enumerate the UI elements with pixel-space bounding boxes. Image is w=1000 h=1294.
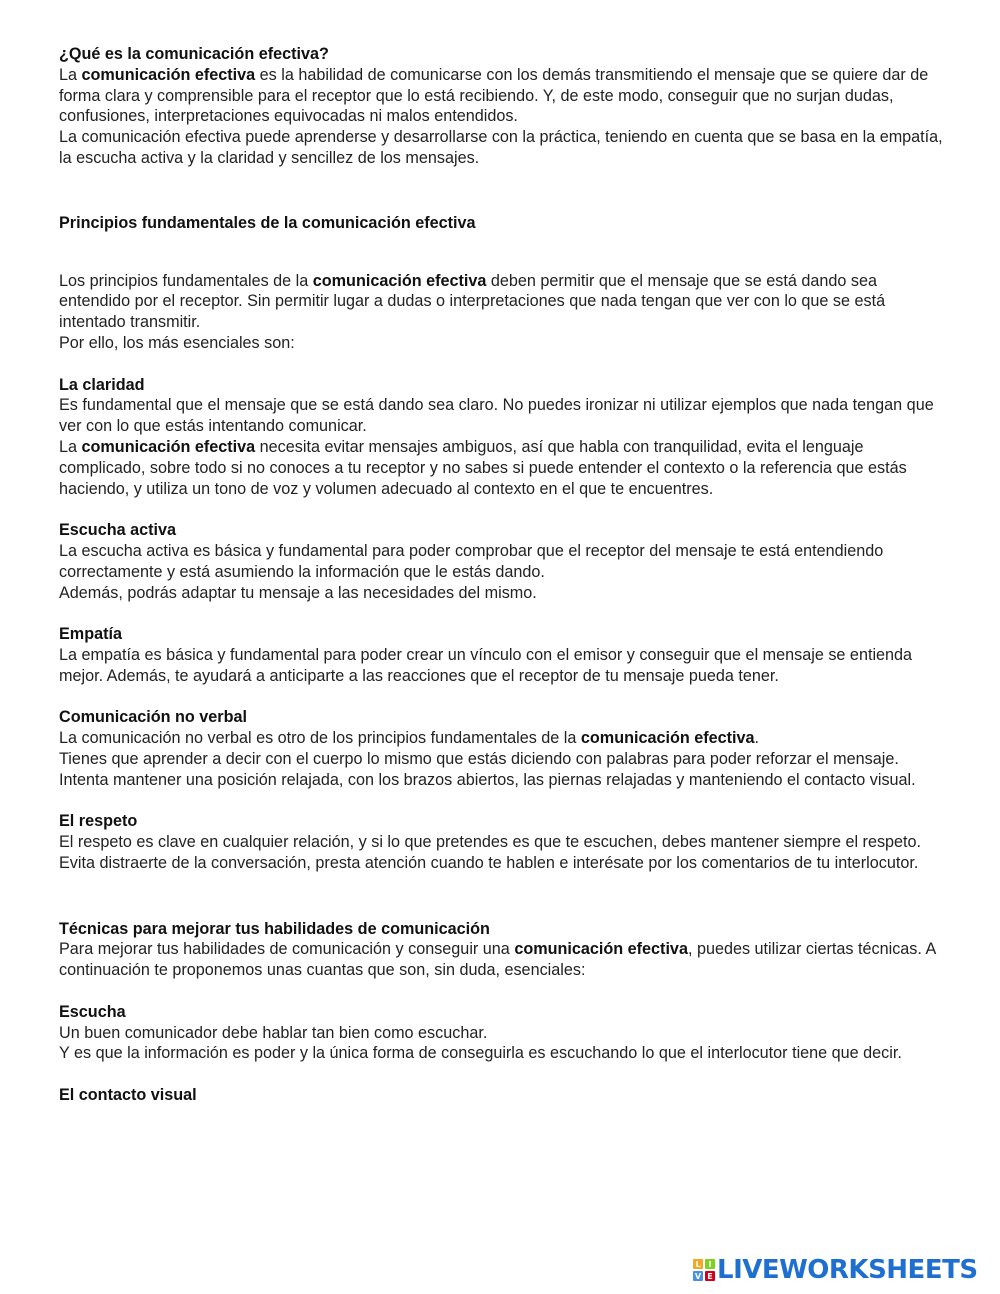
text: . — [754, 729, 760, 748]
paragraph — [59, 437, 949, 499]
section-heading: ¿Qué es la comunicación efectiva? — [59, 45, 329, 63]
paragraph: Es fundamental que el mensaje que se está dando sea claro. No puedes ironizar ni utilizar ejemplos que nada tengan que ver con lo que estás intentando comunicar. — [59, 396, 934, 436]
document-body — [59, 44, 949, 1106]
text: Los principios fundamentales de la — [59, 271, 313, 290]
bold-term: comunicación efectiva — [580, 729, 755, 748]
paragraph: Intenta mantener una posición relajada, con los brazos abiertos, las piernas relajadas y manteniendo el contacto visual. — [59, 770, 916, 789]
logo-tile: L — [693, 1259, 703, 1269]
paragraph — [59, 728, 949, 749]
text: , puedes utilizar ciertas técnicas. A continuación te proponemos unas cuantas que son, sin duda, esenciales: — [59, 940, 936, 980]
paragraph — [59, 65, 949, 127]
bold-term: comunicación efectiva — [514, 940, 688, 959]
paragraph: La comunicación efectiva puede aprenderse y desarrollarse con la práctica, teniendo en cuenta que se basa en la empatía, la escucha activa y la claridad y sencillez de los mensajes. — [59, 128, 943, 167]
section-heading: Técnicas para mejorar tus habilidades de comunicación — [59, 919, 490, 938]
logo-tile: I — [705, 1259, 715, 1269]
text: necesita evitar mensajes ambiguos, así que habla con tranquilidad, evita el lenguaje complicado, sobre todo si no conoces a tu receptor y no sabes si puede entender el contexto o la referencia que estás haciendo, y utiliza un tono de voz y volumen adecuado al contexto en el que te encuentres. — [59, 437, 907, 498]
paragraph: El respeto es clave en cualquier relación, y si lo que pretendes es que te escuchen, debes mantener siempre el respeto. Evita distraerte de la conversación, presta atención cuando te hablen e interésate por los comentarios de tu interlocutor. — [59, 833, 922, 872]
paragraph — [59, 939, 949, 981]
logo-tile: V — [694, 1271, 702, 1281]
paragraph: Además, podrás adaptar tu mensaje a las necesidades del mismo. — [59, 583, 537, 602]
logo-text: LIVEWORKSHEETS — [717, 1255, 978, 1285]
logo-tile: E — [705, 1271, 715, 1281]
text: Para mejorar tus habilidades de comunicación y conseguir una — [59, 940, 515, 959]
paragraph: Un buen comunicador debe hablar tan bien como escuchar. — [59, 1023, 488, 1042]
bold-term: comunicación efectiva — [81, 437, 256, 456]
paragraph: Por ello, los más esenciales son: — [59, 333, 295, 352]
paragraph: Tienes que aprender a decir con el cuerpo lo mismo que estás diciendo con palabras para poder reforzar el mensaje. — [59, 749, 899, 768]
subsection-heading: Escucha activa — [59, 521, 176, 540]
subsection-heading: Escucha — [59, 1002, 126, 1021]
paragraph: Y es que la información es poder y la única forma de conseguirla es escuchando lo que el interlocutor tiene que decir. — [59, 1044, 902, 1063]
text: La — [59, 437, 82, 456]
subsection-heading: El contacto visual — [59, 1086, 197, 1105]
subsection-heading: El respeto — [59, 812, 138, 831]
bold-term: comunicación efectiva — [312, 271, 487, 290]
section-heading: Principios fundamentales de la comunicación efectiva — [59, 213, 476, 232]
text: La — [59, 65, 82, 84]
text: es la habilidad de comunicarse con los demás transmitiendo el mensaje que se quiere dar de forma clara y comprensible para el receptor que lo está recibiendo. Y, de este modo, conseguir que no surjan dudas, confusiones, interpretaciones equivocadas ni malos entendidos. — [59, 65, 929, 126]
text: deben permitir que el mensaje que se está dando sea entendido por el receptor. Sin permitir lugar a dudas o interpretaciones que nada tengan que ver con lo que se está intentado transmitir. — [59, 271, 886, 332]
paragraph: La escucha activa es básica y fundamental para poder comprobar que el receptor del mensaje te está entendiendo correctamente y está asumiendo la información que le estás dando. — [59, 541, 884, 581]
liveworksheets-logo — [693, 1256, 978, 1284]
subsection-heading: La claridad — [59, 375, 145, 394]
text: La comunicación no verbal es otro de los principios fundamentales de la — [59, 729, 581, 748]
subsection-heading: Empatía — [59, 625, 122, 644]
paragraph — [59, 271, 949, 333]
subsection-heading: Comunicación no verbal — [59, 708, 247, 727]
paragraph: La empatía es básica y fundamental para poder crear un vínculo con el emisor y conseguir que el mensaje se entienda mejor. Además, te ayudará a anticiparte a las reacciones que el receptor de tu mensaje pueda tener. — [59, 645, 913, 685]
bold-term: comunicación efectiva — [81, 65, 256, 84]
logo-mark-icon — [693, 1259, 715, 1281]
